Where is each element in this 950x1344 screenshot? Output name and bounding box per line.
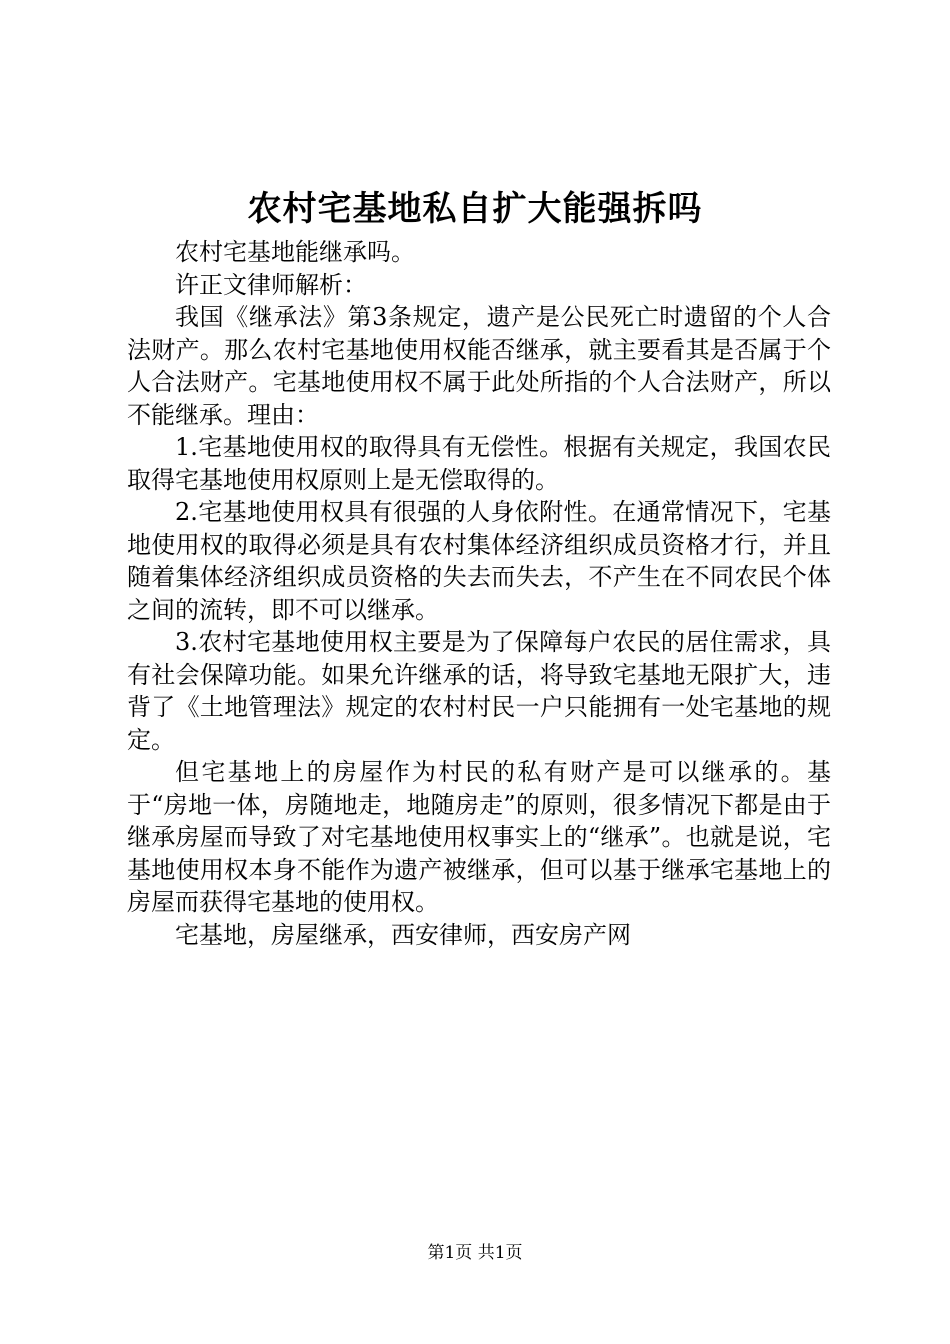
paragraph-reason-2: 2.宅基地使用权具有很强的人身依附性。在通常情况下，宅基地使用权的取得必须是具有农村集体经济组织成员资格才行，并且随着集体经济组织成员资格的失去而失去，不产生在不同农民个体之间的流转，即不可以继承。 bbox=[127, 498, 831, 624]
document-title: 农村宅基地私自扩大能强拆吗 bbox=[247, 189, 703, 229]
paragraph-inheritance-law: 我国《继承法》第3条规定，遗产是公民死亡时遗留的个人合法财产。那么农村宅基地使用权能否继承，就主要看其是否属于个人合法财产。宅基地使用权不属于此处所指的个人合法财产，所以不能继承。理由： bbox=[127, 303, 831, 429]
paragraph-reason-3: 3.农村宅基地使用权主要是为了保障每户农民的居住需求，具有社会保障功能。如果允许继承的话，将导致宅基地无限扩大，违背了《土地管理法》规定的农村村民一户只能拥有一处宅基地的规定。 bbox=[127, 628, 831, 754]
page-footer: 第1页 共1页 bbox=[427, 1243, 523, 1263]
paragraph-keywords: 宅基地，房屋继承，西安律师，西安房产网 bbox=[175, 920, 631, 949]
paragraph-question: 农村宅基地能继承吗。 bbox=[175, 238, 415, 266]
paragraph-reason-1: 1.宅基地使用权的取得具有无偿性。根据有关规定，我国农民取得宅基地使用权原则上是无偿取得的。 bbox=[127, 433, 831, 494]
document-body bbox=[127, 236, 831, 951]
paragraph-lawyer-analysis: 许正文律师解析： bbox=[175, 270, 367, 299]
paragraph-house-inheritance: 但宅基地上的房屋作为村民的私有财产是可以继承的。基于“房地一体，房随地走，地随房走”的原则，很多情况下都是由于继承房屋而导致了对宅基地使用权事实上的“继承”。也就是说，宅基地使用权本身不能作为遗产被继承，但可以基于继承宅基地上的房屋而获得宅基地的使用权。 bbox=[127, 758, 831, 916]
